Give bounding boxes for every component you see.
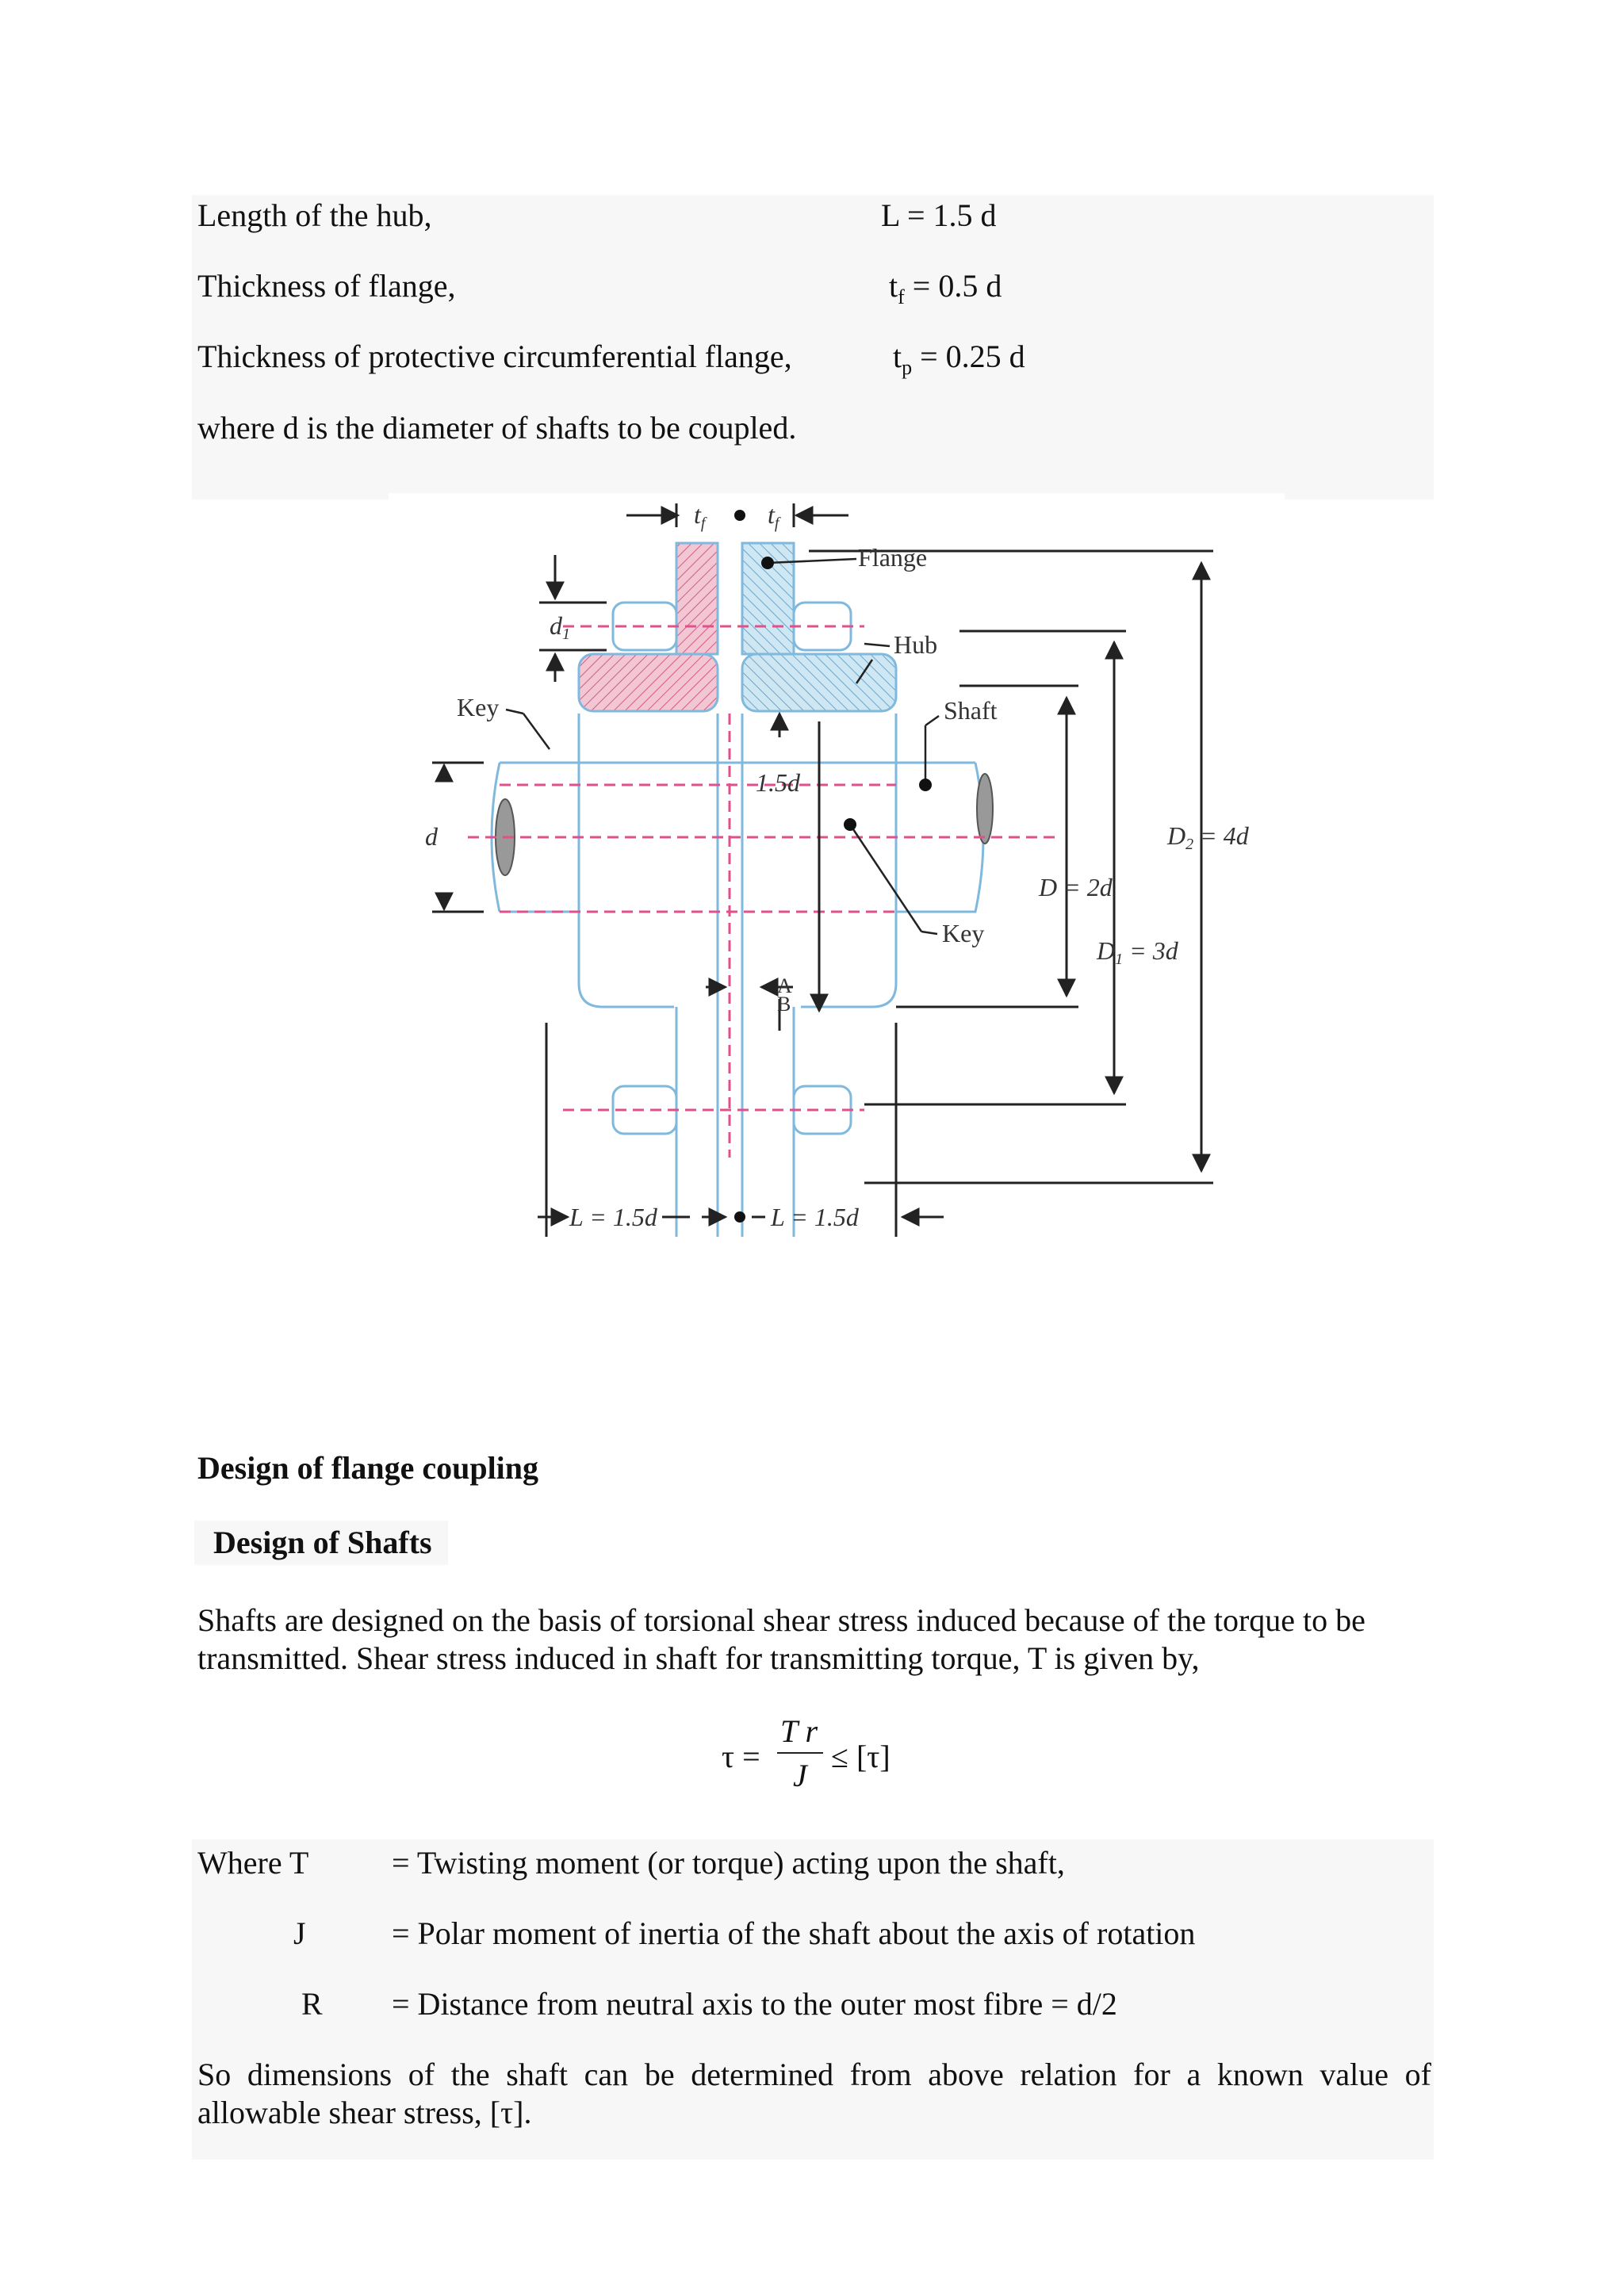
- where-sym-T: Where T: [197, 1845, 309, 1881]
- where-desc-J: = Polar moment of inertia of the shaft about the axis of rotation: [392, 1915, 1196, 1951]
- flange-coupling-diagram: [389, 476, 1285, 1253]
- L-right-label: L = 1.5d: [771, 1203, 859, 1231]
- left-hub-hatch: [579, 654, 718, 711]
- section-heading: Design of flange coupling: [197, 1450, 539, 1486]
- D1-label: D1 = 3d: [1097, 936, 1178, 968]
- where-sym-R: R: [301, 1986, 323, 2022]
- right-hub-hatch: [742, 654, 896, 711]
- protective-flange-label: Thickness of protective circumferential flange,: [197, 339, 792, 374]
- hub-length-value: L = 1.5 d: [881, 197, 997, 233]
- tf-left-label: tf: [694, 500, 706, 532]
- shear-stress-formula: τ = T r J ≤ [τ]: [722, 1713, 891, 1793]
- where-desc-T: = Twisting moment (or torque) acting upon the shaft,: [392, 1845, 1065, 1881]
- conclusion-line-1: So dimensions of the shaft can be determined from above relation for a known value of: [197, 2057, 1431, 2092]
- flange-label: Flange: [858, 543, 928, 572]
- one-five-d-label: 1.5d: [756, 768, 800, 797]
- conclusion-line-2: allowable shear stress, [τ].: [197, 2095, 532, 2130]
- d1-label: d1: [550, 611, 570, 643]
- hub-length-label: Length of the hub,: [197, 197, 432, 233]
- flange-thickness-value: $t_f = 0.5$ d: [889, 268, 1002, 308]
- key-right-label: Key: [942, 919, 985, 947]
- where-desc-R: = Distance from neutral axis to the outer most fibre = d/2: [392, 1986, 1117, 2022]
- L-left-label: L = 1.5d: [569, 1203, 657, 1231]
- intro-paragraph: Shafts are designed on the basis of torsional shear stress induced because of the torque to be transmitted. Shear stress induced in shaft for transmitting torque, T is given by,: [197, 1602, 1365, 1676]
- key-left-label: Key: [457, 693, 500, 721]
- left-flange-hatch: [676, 543, 718, 654]
- d-label: d: [425, 822, 438, 851]
- A-label: A: [777, 974, 792, 997]
- where-note: where d is the diameter of shafts to be coupled.: [197, 410, 797, 446]
- section-subheading: Design of Shafts: [213, 1525, 432, 1560]
- D-label: D = 2d: [1039, 873, 1113, 901]
- flange-thickness-label: Thickness of flange,: [197, 268, 456, 304]
- D2-label: D2 = 4d: [1167, 821, 1249, 853]
- where-sym-J: J: [293, 1915, 306, 1951]
- protective-flange-value: $t_p = 0.25$ d: [893, 339, 1025, 379]
- B-label: B: [777, 993, 791, 1016]
- hub-label: Hub: [894, 630, 938, 659]
- tf-right-label: tf: [768, 500, 779, 532]
- shaft-label: Shaft: [944, 696, 998, 725]
